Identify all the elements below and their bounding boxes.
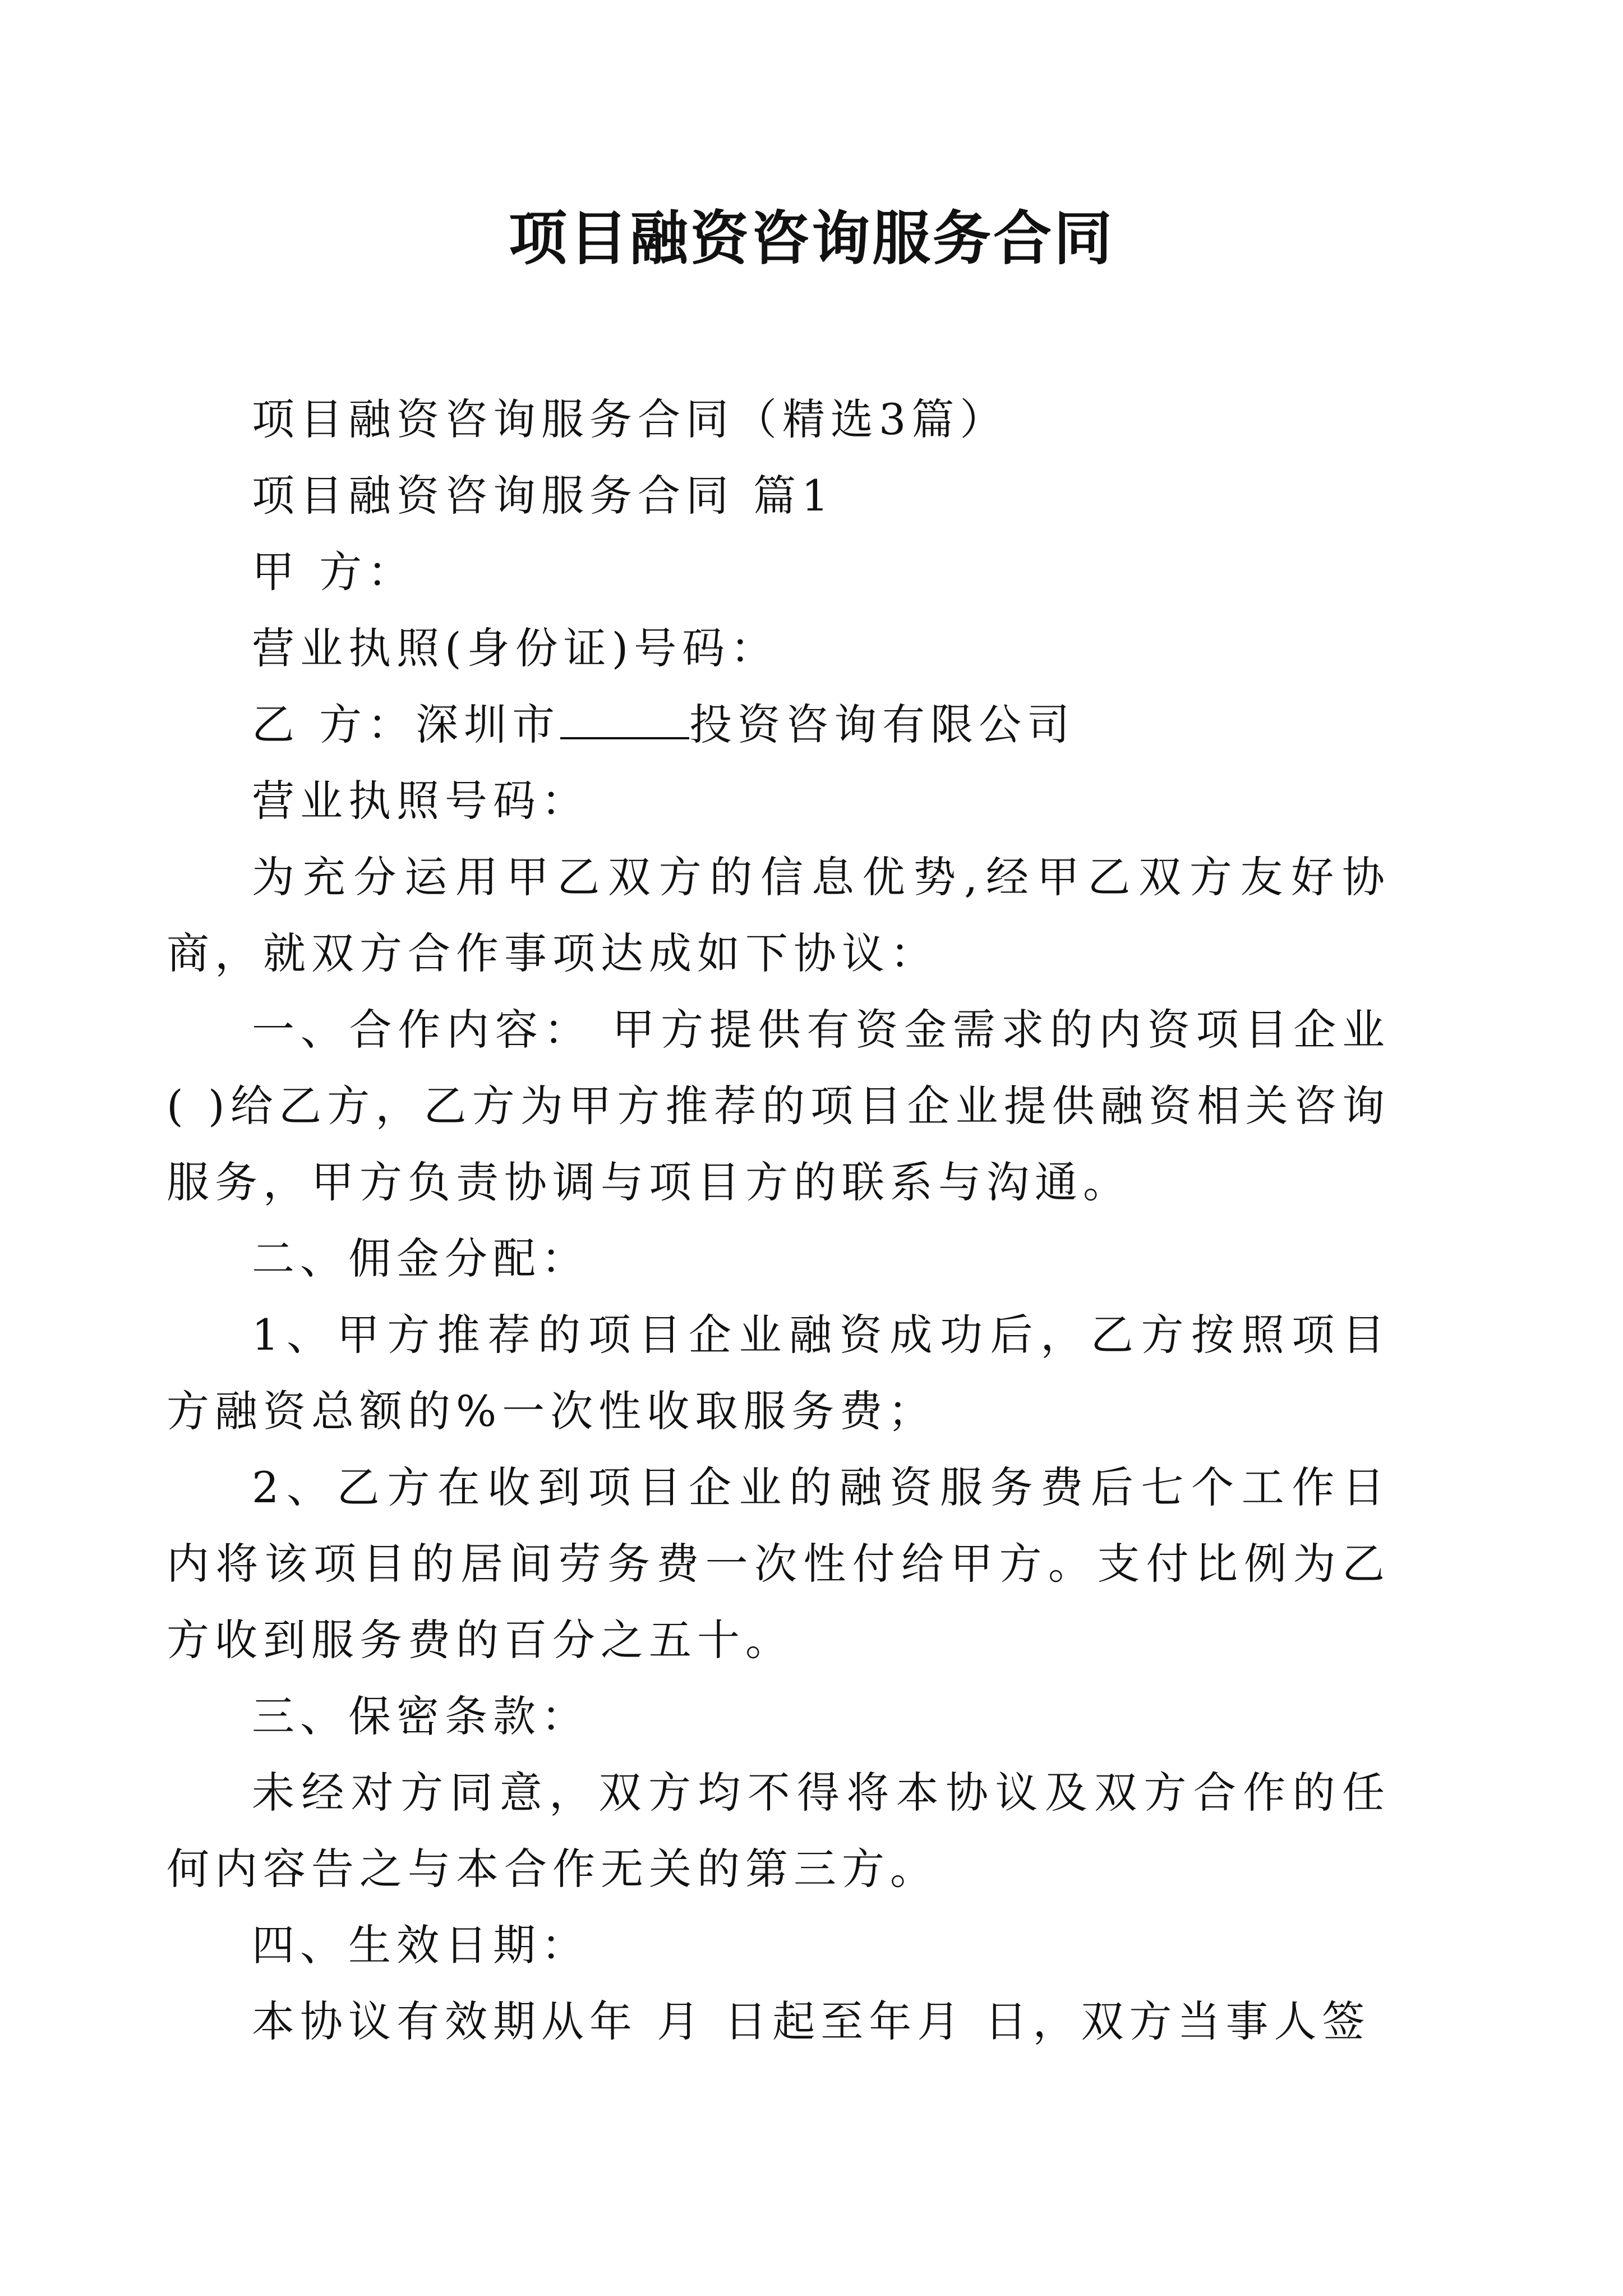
clause-confidentiality-heading: 三、保密条款： <box>252 1691 589 1741</box>
clause-commission-item-1: 1、甲方推荐的项目企业融资成功后，乙方按照项目方融资总额的%一次性收取服务费； <box>167 1310 1390 1436</box>
document-title: 项目融资咨询服务合同 <box>508 204 1114 273</box>
clause-commission-item-2: 2、乙方在收到项目企业的融资服务费后七个工作日内将该项目的居间劳务费一次性付给甲方。支付比例为乙方收到服务费的百分之五十。 <box>167 1462 1390 1665</box>
party-a-license-line: 营业执照(身份证)号码： <box>252 623 779 673</box>
clause-effective-heading: 四、生效日期： <box>252 1920 589 1970</box>
clause-cooperation: 一、合作内容： 甲方提供有资金需求的内资项目企业( )给乙方，乙方为甲方推荐的项目企业提供融资相关咨询服务，甲方负责协调与项目方的联系与沟通。 <box>167 1005 1390 1207</box>
party-b-line <box>252 687 1390 763</box>
clause-confidentiality-text: 未经对方同意，双方均不得将本协议及双方合作的任何内容告之与本合作无关的第三方。 <box>167 1768 1390 1894</box>
section-heading: 项目融资咨询服务合同 篇1 <box>252 471 834 521</box>
party-b-suffix: 投资咨询有限公司 <box>689 700 1076 749</box>
party-b-prefix: 乙 方：深圳市 <box>252 700 561 749</box>
party-b-license-line: 营业执照号码： <box>252 776 589 826</box>
preamble-paragraph: 为充分运用甲乙双方的信息优势,经甲乙双方友好协商，就双方合作事项达成如下协议： <box>167 852 1390 978</box>
clause-commission-heading: 二、佣金分配： <box>252 1234 589 1283</box>
company-name-blank <box>560 698 689 739</box>
collection-heading: 项目融资咨询服务合同（精选3篇） <box>252 394 1008 444</box>
party-a-line: 甲 方： <box>252 547 416 597</box>
document-body <box>167 381 1390 2060</box>
clause-effective-text: 本协议有效期从年 月 日起至年月 日，双方当事人签 <box>252 1996 1371 2046</box>
